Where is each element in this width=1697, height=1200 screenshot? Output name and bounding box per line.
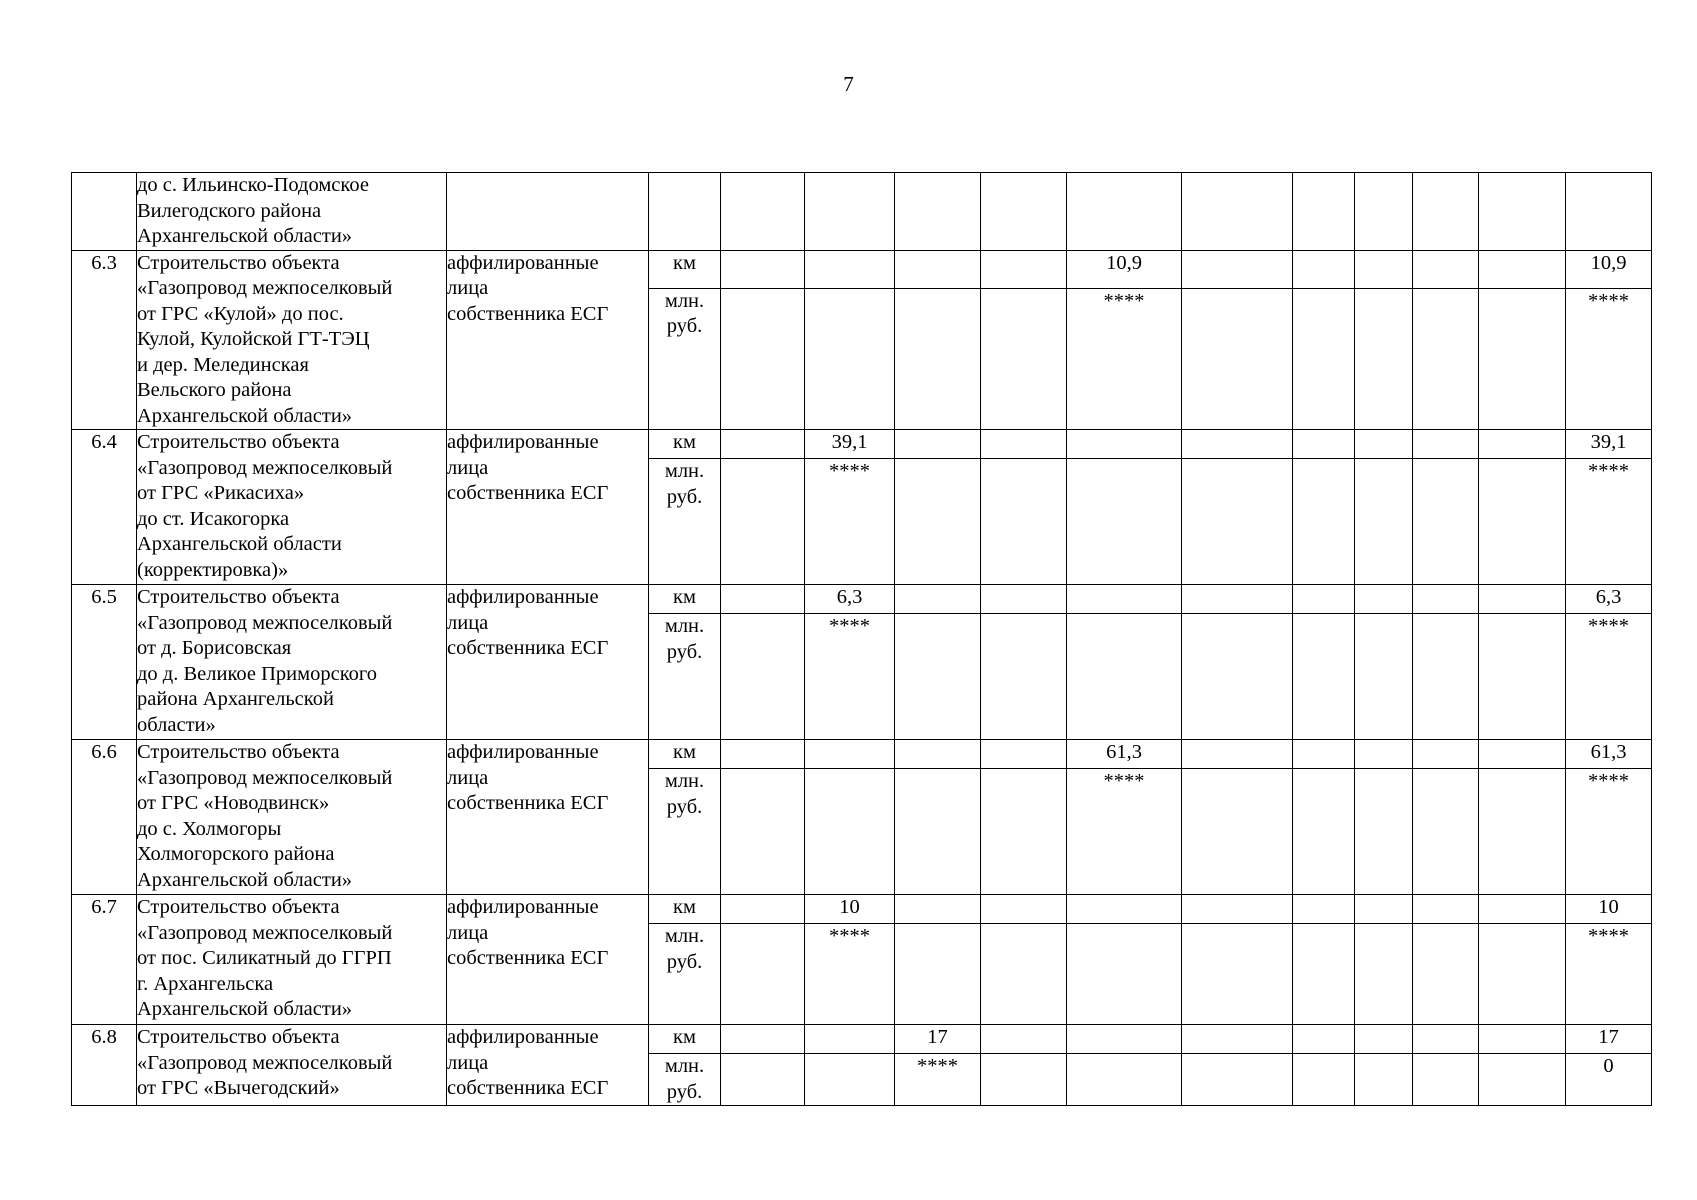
km-value-cell: [1479, 585, 1566, 614]
rub-value-cell: ****: [1566, 288, 1652, 429]
rub-value-cell: [1182, 1054, 1293, 1106]
km-value-cell: [1355, 895, 1413, 924]
km-value-cell: [981, 250, 1067, 288]
rub-value-cell: [1293, 1054, 1355, 1106]
value-cell: [981, 173, 1067, 251]
executor-cell: аффилированные лица собственника ЕСГ: [447, 1025, 649, 1106]
km-value-cell: [1355, 740, 1413, 769]
rub-value-cell: [721, 1054, 805, 1106]
rub-value-cell: [981, 1054, 1067, 1106]
rub-value-cell: [981, 614, 1067, 740]
km-value-cell: [981, 740, 1067, 769]
row-number-cell: 6.4: [72, 430, 137, 585]
km-value-cell: [1293, 1025, 1355, 1054]
km-value-cell: [1293, 740, 1355, 769]
km-value-cell: [1479, 740, 1566, 769]
rub-value-cell: [1413, 924, 1479, 1025]
unit-km-cell: км: [649, 740, 721, 769]
rub-value-cell: [1355, 459, 1413, 585]
km-value-cell: [1355, 1025, 1413, 1054]
object-name-cell: Строительство объекта «Газопровод межпоселковый от д. Борисовская до д. Великое Приморского района Архангельской области»: [137, 585, 447, 740]
rub-value-cell: [1479, 1054, 1566, 1106]
km-value-cell: [1413, 250, 1479, 288]
km-value-cell: [721, 430, 805, 459]
executor-cell: аффилированные лица собственника ЕСГ: [447, 250, 649, 430]
rub-value-cell: ****: [1566, 769, 1652, 895]
km-value-cell: [981, 895, 1067, 924]
km-value-cell: 10,9: [1067, 250, 1182, 288]
km-value-cell: [981, 585, 1067, 614]
object-name-cell: Строительство объекта «Газопровод межпоселковый от ГРС «Новодвинск» до с. Холмогоры Холмогорского района Архангельской области»: [137, 740, 447, 895]
km-value-cell: [1413, 1025, 1479, 1054]
km-value-cell: [1293, 430, 1355, 459]
rub-value-cell: [895, 288, 981, 429]
table-row: [72, 740, 1652, 769]
rub-value-cell: [981, 288, 1067, 429]
km-value-cell: [895, 585, 981, 614]
table-row: [72, 1025, 1652, 1054]
unit-rub-cell: млн. руб.: [649, 769, 721, 895]
unit-rub-cell: млн. руб.: [649, 614, 721, 740]
km-value-cell: [1182, 895, 1293, 924]
unit-km-cell: км: [649, 430, 721, 459]
value-cell: [1479, 173, 1566, 251]
rub-value-cell: [721, 924, 805, 1025]
row-number-cell: 6.6: [72, 740, 137, 895]
unit-cell: [649, 173, 721, 251]
km-value-cell: 61,3: [1566, 740, 1652, 769]
page-number: 7: [843, 72, 854, 96]
km-value-cell: [721, 740, 805, 769]
executor-cell: аффилированные лица собственника ЕСГ: [447, 430, 649, 585]
rub-value-cell: [1182, 288, 1293, 429]
rub-value-cell: [895, 924, 981, 1025]
km-value-cell: [1413, 895, 1479, 924]
km-value-cell: [721, 895, 805, 924]
km-value-cell: [1479, 250, 1566, 288]
unit-rub-cell: млн. руб.: [649, 924, 721, 1025]
rub-value-cell: [1355, 288, 1413, 429]
rub-value-cell: [1413, 288, 1479, 429]
km-value-cell: [1182, 740, 1293, 769]
km-value-cell: [1355, 585, 1413, 614]
row-number-cell: 6.7: [72, 895, 137, 1025]
km-value-cell: [1293, 585, 1355, 614]
rub-value-cell: [805, 1054, 895, 1106]
value-cell: [1355, 173, 1413, 251]
rub-value-cell: [1413, 1054, 1479, 1106]
km-value-cell: [1413, 430, 1479, 459]
rub-value-cell: [1182, 924, 1293, 1025]
rub-value-cell: [1479, 769, 1566, 895]
rub-value-cell: 0: [1566, 1054, 1652, 1106]
rub-value-cell: [981, 459, 1067, 585]
rub-value-cell: [1479, 459, 1566, 585]
rub-value-cell: [1182, 459, 1293, 585]
rub-value-cell: [895, 459, 981, 585]
executor-cell: [447, 173, 649, 251]
unit-km-cell: км: [649, 1025, 721, 1054]
km-value-cell: [805, 1025, 895, 1054]
km-value-cell: 17: [895, 1025, 981, 1054]
rub-value-cell: [1067, 1054, 1182, 1106]
rub-value-cell: [895, 769, 981, 895]
km-value-cell: [1182, 250, 1293, 288]
km-value-cell: 39,1: [1566, 430, 1652, 459]
rub-value-cell: [1355, 924, 1413, 1025]
rub-value-cell: [1067, 924, 1182, 1025]
rub-value-cell: ****: [1067, 288, 1182, 429]
rub-value-cell: [721, 769, 805, 895]
unit-rub-cell: млн. руб.: [649, 459, 721, 585]
km-value-cell: [1293, 895, 1355, 924]
rub-value-cell: [1293, 614, 1355, 740]
table-row: [72, 250, 1652, 288]
rub-value-cell: [1293, 288, 1355, 429]
object-name-cell: Строительство объекта «Газопровод межпоселковый от ГРС «Кулой» до пос. Кулой, Кулойской ГТ-ТЭЦ и дер. Мелединская Вельского района Архангельской области»: [137, 250, 447, 430]
unit-km-cell: км: [649, 585, 721, 614]
km-value-cell: [895, 740, 981, 769]
rub-value-cell: [1479, 288, 1566, 429]
rub-value-cell: [1355, 769, 1413, 895]
km-value-cell: [1182, 430, 1293, 459]
km-value-cell: [1355, 430, 1413, 459]
rub-value-cell: [1182, 769, 1293, 895]
km-value-cell: 17: [1566, 1025, 1652, 1054]
km-value-cell: [1413, 740, 1479, 769]
rub-value-cell: [721, 288, 805, 429]
rub-value-cell: [1067, 459, 1182, 585]
unit-km-cell: км: [649, 250, 721, 288]
rub-value-cell: ****: [805, 614, 895, 740]
rub-value-cell: [981, 924, 1067, 1025]
rub-value-cell: [1413, 614, 1479, 740]
value-cell: [1182, 173, 1293, 251]
value-cell: [1293, 173, 1355, 251]
rub-value-cell: [721, 459, 805, 585]
rub-value-cell: [981, 769, 1067, 895]
table-row: [72, 895, 1652, 924]
rub-value-cell: [805, 288, 895, 429]
km-value-cell: [721, 250, 805, 288]
table-row-fragment: [72, 173, 1652, 251]
unit-km-cell: км: [649, 895, 721, 924]
km-value-cell: [1293, 250, 1355, 288]
rub-value-cell: [1067, 614, 1182, 740]
rub-value-cell: [1479, 924, 1566, 1025]
table-row: [72, 585, 1652, 614]
value-cell: [805, 173, 895, 251]
km-value-cell: [981, 1025, 1067, 1054]
km-value-cell: [1479, 430, 1566, 459]
km-value-cell: [1355, 250, 1413, 288]
row-number-cell: 6.3: [72, 250, 137, 430]
km-value-cell: [721, 585, 805, 614]
unit-rub-cell: млн. руб.: [649, 288, 721, 429]
rub-value-cell: [1355, 614, 1413, 740]
rub-value-cell: ****: [895, 1054, 981, 1106]
km-value-cell: 61,3: [1067, 740, 1182, 769]
km-value-cell: [805, 250, 895, 288]
km-value-cell: 10: [805, 895, 895, 924]
rub-value-cell: [1293, 459, 1355, 585]
rub-value-cell: [895, 614, 981, 740]
row-number-cell: 6.8: [72, 1025, 137, 1106]
value-cell: [1413, 173, 1479, 251]
rub-value-cell: ****: [805, 924, 895, 1025]
value-cell: [721, 173, 805, 251]
rub-value-cell: [1413, 769, 1479, 895]
km-value-cell: [1479, 895, 1566, 924]
value-cell: [895, 173, 981, 251]
km-value-cell: [1067, 1025, 1182, 1054]
km-value-cell: [1182, 585, 1293, 614]
value-cell: [1067, 173, 1182, 251]
rub-value-cell: [1182, 614, 1293, 740]
rub-value-cell: ****: [1566, 614, 1652, 740]
object-name-cell: Строительство объекта «Газопровод межпоселковый от пос. Силикатный до ГГРП г. Архангельска Архангельской области»: [137, 895, 447, 1025]
rub-value-cell: [1413, 459, 1479, 585]
km-value-cell: [805, 740, 895, 769]
km-value-cell: 10: [1566, 895, 1652, 924]
rub-value-cell: ****: [805, 459, 895, 585]
rub-value-cell: [721, 614, 805, 740]
object-name-cell: Строительство объекта «Газопровод межпоселковый от ГРС «Рикасиха» до ст. Исакогорка Архангельской области (корректировка)»: [137, 430, 447, 585]
rub-value-cell: [1355, 1054, 1413, 1106]
rub-value-cell: [1293, 924, 1355, 1025]
executor-cell: аффилированные лица собственника ЕСГ: [447, 740, 649, 895]
km-value-cell: [1413, 585, 1479, 614]
km-value-cell: [1067, 430, 1182, 459]
km-value-cell: [895, 250, 981, 288]
km-value-cell: 39,1: [805, 430, 895, 459]
km-value-cell: [981, 430, 1067, 459]
row-number-cell: [72, 173, 137, 251]
km-value-cell: [1182, 1025, 1293, 1054]
rub-value-cell: ****: [1566, 924, 1652, 1025]
unit-rub-cell: млн. руб.: [649, 1054, 721, 1106]
table-row: [72, 430, 1652, 459]
km-value-cell: [895, 430, 981, 459]
rub-value-cell: ****: [1566, 459, 1652, 585]
rub-value-cell: [805, 769, 895, 895]
km-value-cell: [1479, 1025, 1566, 1054]
rub-value-cell: ****: [1067, 769, 1182, 895]
row-number-cell: 6.5: [72, 585, 137, 740]
value-cell: [1566, 173, 1652, 251]
object-name-cell: Строительство объекта «Газопровод межпоселковый от ГРС «Вычегодский»: [137, 1025, 447, 1106]
km-value-cell: [895, 895, 981, 924]
investment-table: [71, 172, 1652, 1106]
object-name-cell: до с. Ильинско-Подомское Вилегодского района Архангельской области»: [137, 173, 447, 251]
km-value-cell: [1067, 895, 1182, 924]
rub-value-cell: [1479, 614, 1566, 740]
executor-cell: аффилированные лица собственника ЕСГ: [447, 585, 649, 740]
executor-cell: аффилированные лица собственника ЕСГ: [447, 895, 649, 1025]
km-value-cell: 6,3: [805, 585, 895, 614]
km-value-cell: 6,3: [1566, 585, 1652, 614]
rub-value-cell: [1293, 769, 1355, 895]
km-value-cell: [1067, 585, 1182, 614]
km-value-cell: [721, 1025, 805, 1054]
km-value-cell: 10,9: [1566, 250, 1652, 288]
